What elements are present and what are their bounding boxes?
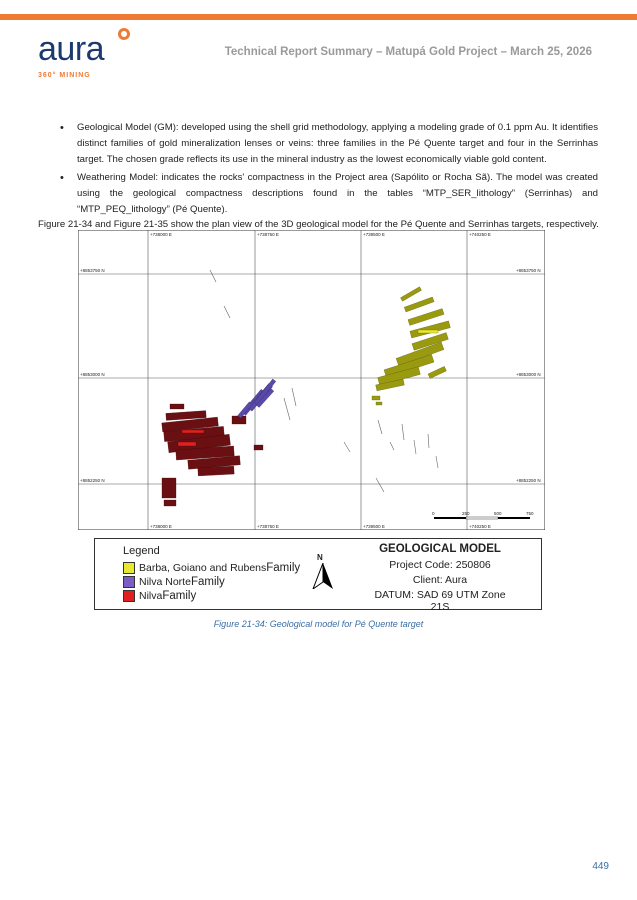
northing-label-left: +8853750 N bbox=[80, 268, 105, 273]
red-swatch-icon bbox=[123, 590, 135, 602]
figure-caption: Figure 21-34: Geological model for Pé Quente target bbox=[213, 619, 424, 629]
map-legend-box bbox=[94, 538, 542, 613]
northing-label-left: +8853000 N bbox=[80, 372, 105, 377]
legend-item-suffix: Family bbox=[190, 576, 225, 588]
legend-item-nilva-norte bbox=[123, 575, 225, 589]
legend-item-suffix: Family bbox=[162, 590, 197, 602]
north-arrow-icon bbox=[312, 563, 334, 589]
easting-label-bottom: +740250 E bbox=[469, 524, 491, 529]
geological-map bbox=[78, 230, 545, 530]
legend-item-label: Nilva bbox=[139, 590, 163, 602]
report-header-title: Technical Report Summary – Matupá Gold Project – March 25, 2026 bbox=[224, 46, 592, 58]
legend-item-barba-goiano-rubens bbox=[123, 561, 300, 575]
geological-model-title: GEOLOGICAL MODEL bbox=[379, 543, 501, 555]
northing-label-left: +8852250 N bbox=[80, 478, 105, 483]
logo-ring-icon bbox=[118, 28, 130, 40]
header-accent-bar bbox=[0, 14, 637, 20]
legend-item-label: Barba, Goiano and Rubens bbox=[139, 562, 267, 574]
easting-label-top: +740250 E bbox=[469, 232, 491, 237]
legend-item-suffix: Family bbox=[266, 562, 301, 574]
aura-logo bbox=[38, 24, 158, 84]
datum-info: DATUM: SAD 69 UTM Zone 21S bbox=[374, 589, 506, 613]
logo-tagline: 360° MINING bbox=[38, 72, 91, 79]
northing-label-right: +8853750 N bbox=[516, 268, 541, 273]
client-name: Client: Aura bbox=[412, 574, 468, 586]
north-label: N bbox=[317, 553, 323, 562]
project-code: Project Code: 250806 bbox=[389, 559, 491, 571]
easting-label-bottom: +738750 E bbox=[257, 524, 279, 529]
easting-label-bottom: +739500 E bbox=[363, 524, 385, 529]
purple-swatch-icon bbox=[123, 576, 135, 588]
easting-label-top: +739500 E bbox=[363, 232, 385, 237]
logo-wordmark: aura bbox=[38, 30, 105, 68]
scale-label: 250 bbox=[462, 511, 470, 516]
scale-label: 0 bbox=[432, 511, 435, 516]
yellow-swatch-icon bbox=[123, 562, 135, 574]
scale-label: 750 bbox=[526, 511, 534, 516]
northing-label-right: +8853000 N bbox=[516, 372, 541, 377]
bullet-list bbox=[60, 120, 598, 220]
legend-item-nilva bbox=[123, 589, 196, 603]
bullet-weathering-model: • Weathering Model: indicates the rocks' compactness in the Project area (Sapólito or Rocha Sã). The model was created using the geological compactness descriptions found in the tables “MTP_SER_lithology” (Serrinhas) and “MTP_PEQ_lithology” (Pé Quente). bbox=[60, 170, 598, 218]
easting-label-bottom: +738000 E bbox=[150, 524, 172, 529]
bullet-geological-model: • Geological Model (GM): developed using the shell grid methodology, applying a modeling grade of 0.1 ppm Au. It identifies distinct families of gold mineralization lenses or veins: three families in the Pé Quente target and four in the Serrinhas target. The chosen grade reflects its use in the mineral industry as the lowest economically viable gold content. bbox=[60, 120, 598, 168]
easting-label-top: +738000 E bbox=[150, 232, 172, 237]
scale-label: 500 bbox=[494, 511, 502, 516]
legend-item-label: Nilva Norte bbox=[139, 576, 191, 588]
page-number: 449 bbox=[592, 861, 609, 872]
figure-intro-paragraph: Figure 21-34 and Figure 21-35 show the plan view of the 3D geological model for the Pé Quente and Serrinhas targets, respectively. bbox=[38, 219, 599, 230]
legend-title: Legend bbox=[123, 545, 160, 557]
northing-label-right: +8852250 N bbox=[516, 478, 541, 483]
easting-label-top: +738750 E bbox=[257, 232, 279, 237]
